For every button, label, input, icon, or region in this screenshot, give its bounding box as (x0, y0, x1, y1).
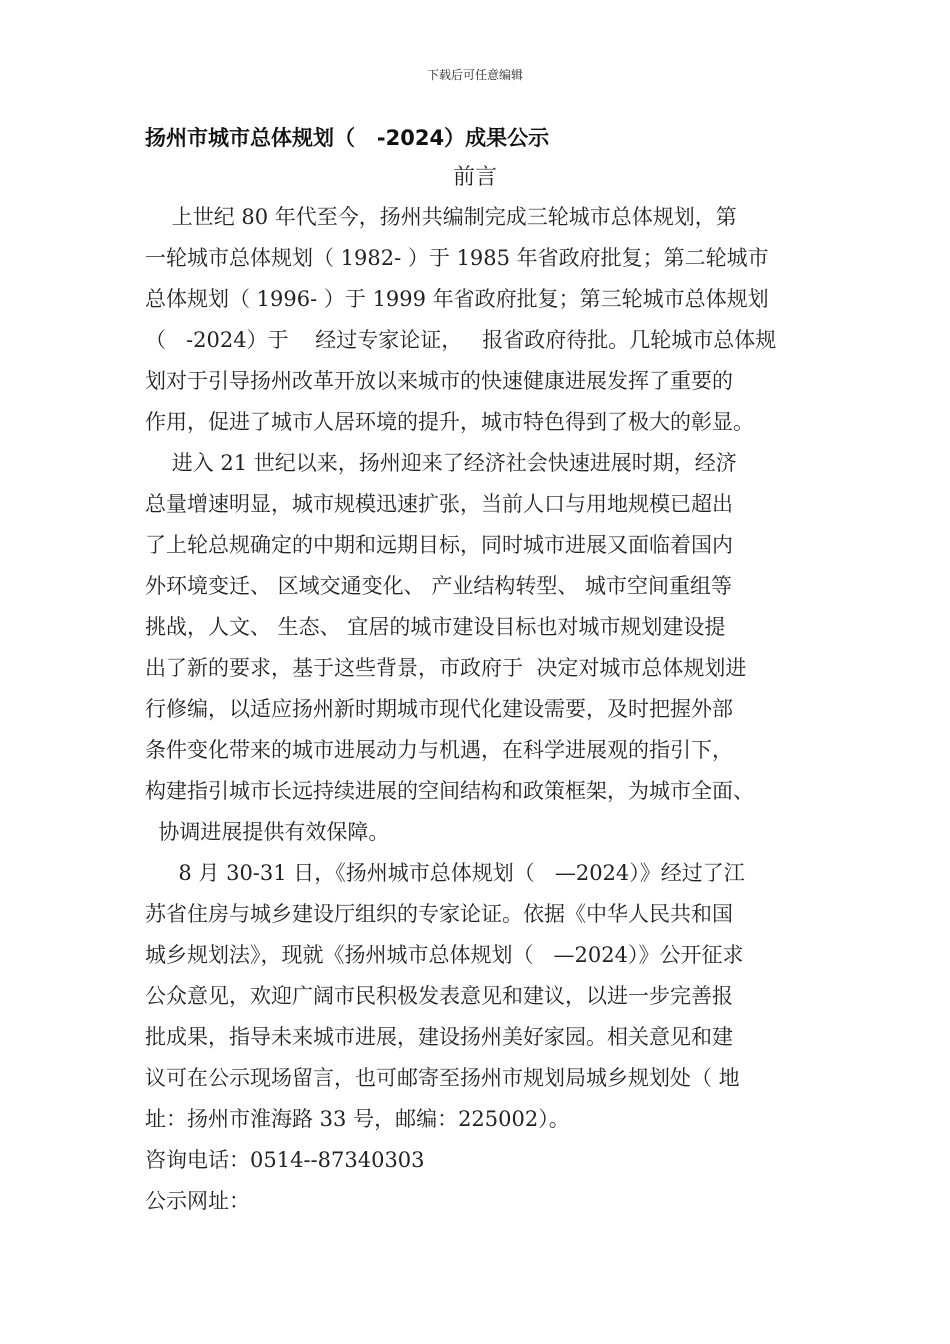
text-line: 一轮城市总体规划（ 1982- ）于 1985 年省政府批复；第二轮城市 (145, 246, 769, 270)
text-line: 划对于引导扬州改革开放以来城市的快速健康进展发挥了重要的 (145, 369, 733, 393)
text-line: 了上轮总规确定的中期和远期目标，同时城市进展又面临着国内 (145, 533, 733, 557)
text-line: 进入 21 世纪以来，扬州迎来了经济社会快速进展时期，经济 (145, 451, 737, 475)
text-line: 8 月 30-31 日，《扬州城市总体规划（ —2024）》经过了江 (145, 861, 745, 885)
text-line: （ -2024）于 经过专家论证， 报省政府待批。几轮城市总体规 (145, 328, 777, 352)
text-line: 批成果，指导未来城市进展，建设扬州美好家园。相关意见和建 (145, 1025, 733, 1049)
text-line: 议可在公示现场留言，也可邮寄至扬州市规划局城乡规划处（ 地 (145, 1066, 740, 1090)
header-note: 下载后可任意编辑 (426, 68, 523, 82)
text-line: 总体规划（ 1996- ）于 1999 年省政府批复；第三轮城市总体规划 (145, 287, 769, 311)
text-line: 城乡规划法》，现就《扬州城市总体规划（ —2024）》公开征求 (145, 943, 744, 967)
contact-phone: 咨询电话：0514--87340303 (145, 1148, 425, 1172)
text-line: 协调进展提供有效保障。 (145, 820, 390, 844)
text-line: 挑战，人文、 生态、 宜居的城市建设目标也对城市规划建设提 (145, 615, 726, 639)
text-line: 外环境变迁、 区域交通变化、 产业结构转型、 城市空间重组等 (145, 574, 733, 598)
text-line: 上世纪 80 年代至今，扬州共编制完成三轮城市总体规划，第 (145, 205, 737, 229)
text-line: 总量增速明显，城市规模迅速扩张，当前人口与用地规模已超出 (145, 492, 733, 516)
text-line: 条件变化带来的城市进展动力与机遇，在科学进展观的指引下， (145, 738, 733, 762)
text-line: 作用，促进了城市人居环境的提升，城市特色得到了极大的彰显。 (145, 410, 754, 434)
text-line: 公众意见，欢迎广阔市民积极发表意见和建议，以进一步完善报 (145, 984, 733, 1008)
website-label: 公示网址： (145, 1189, 250, 1213)
text-line: 出了新的要求，基于这些背景，市政府于 决定对城市总体规划进 (145, 656, 747, 680)
document-title: 扬州市城市总体规划（ -2024）成果公示 (145, 126, 550, 150)
section-title: 前言 (452, 165, 497, 190)
text-line: 址：扬州市淮海路 33 号，邮编：225002）。 (145, 1107, 570, 1131)
text-line: 行修编，以适应扬州新时期城市现代化建设需要，及时把握外部 (145, 697, 733, 721)
text-line: 构建指引城市长远持续进展的空间结构和政策框架，为城市全面、 (145, 779, 754, 803)
text-line: 苏省住房与城乡建设厅组织的专家论证。依据《中华人民共和国 (145, 902, 733, 926)
